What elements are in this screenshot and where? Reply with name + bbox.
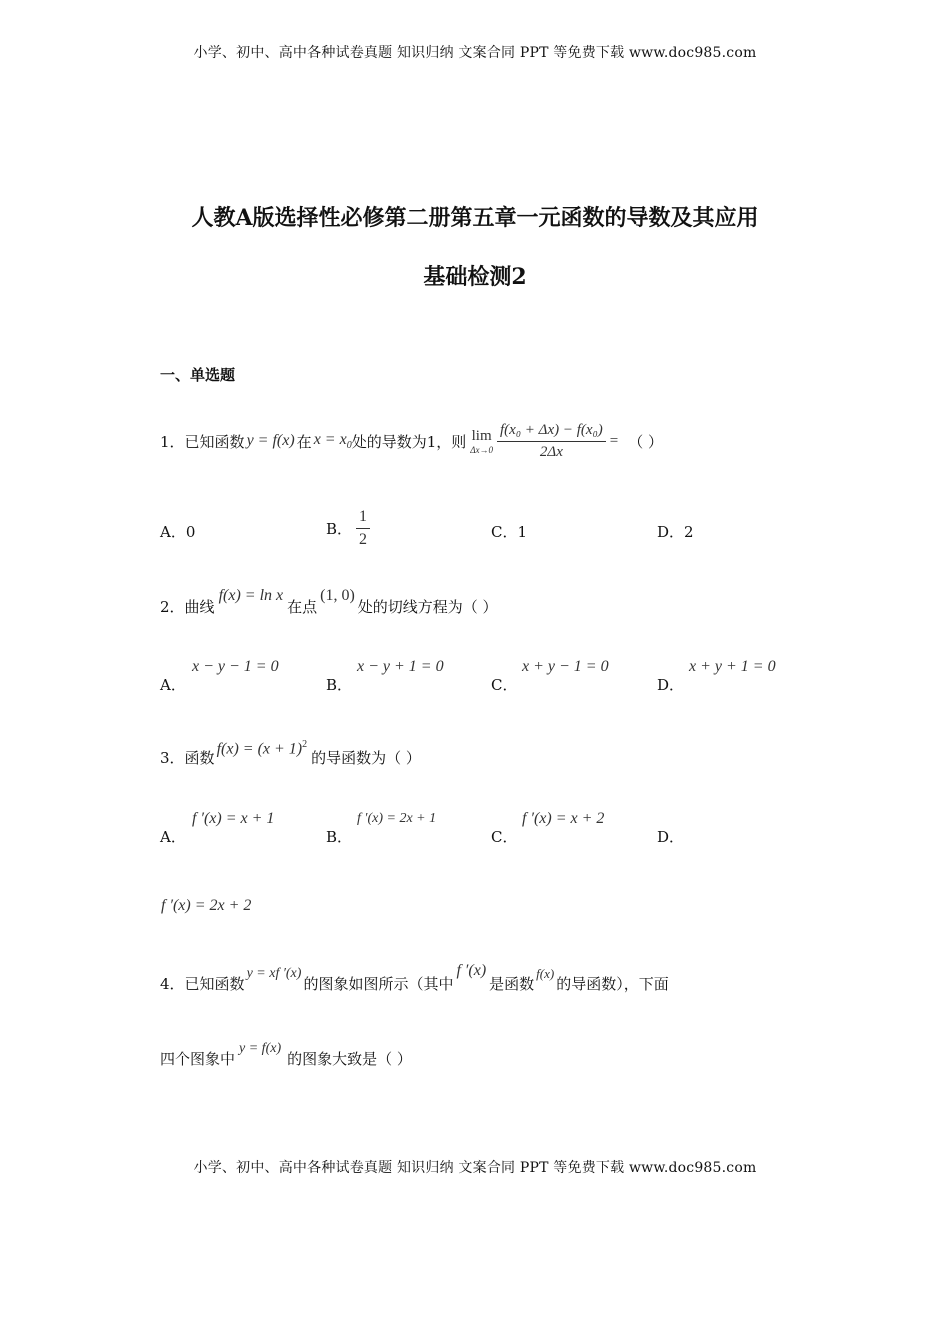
question-2 bbox=[160, 585, 498, 617]
q2-option-d-value: x + y + 1 = 0 bbox=[689, 658, 776, 675]
q1-math-point-base: x = x bbox=[313, 430, 347, 448]
q3-option-c-label: C． bbox=[491, 828, 518, 846]
q3-option-a-value: f ′(x) = x + 1 bbox=[192, 810, 275, 827]
q2-option-b-label: B． bbox=[326, 676, 353, 694]
q1-option-d-label: D． bbox=[657, 523, 685, 541]
q3-text-2: 的导函数为（ ） bbox=[311, 749, 421, 767]
q4-text-5: 四个图象中 bbox=[160, 1050, 236, 1068]
page-footer: 小学、初中、高中各种试卷真题 知识归纳 文案合同 PPT 等免费下载 www.doc985.com bbox=[193, 1160, 757, 1176]
q1-option-b-label: B． bbox=[326, 519, 353, 538]
q4-text-1: 已知函数 bbox=[184, 975, 245, 993]
q2-option-b-value: x − y + 1 = 0 bbox=[357, 658, 444, 675]
q1-limit bbox=[470, 428, 493, 455]
question-4-line-2 bbox=[160, 1037, 412, 1069]
q2-number: 2． bbox=[160, 598, 185, 616]
q3-option-d-label: D． bbox=[657, 828, 685, 846]
q1-answer-paren: （ ） bbox=[628, 432, 664, 451]
q4-math-fx: f(x) bbox=[536, 966, 555, 981]
q1-number: 1． bbox=[160, 432, 185, 451]
q3-option-a-label: A． bbox=[160, 828, 186, 846]
q1-option-a-label: A． bbox=[160, 523, 186, 541]
q4-math-function: y = xf ′(x) bbox=[246, 966, 302, 981]
q2-option-c-label: C． bbox=[491, 676, 518, 694]
q1-fraction-numerator: f(x₀ + Δx) − f(x₀) bbox=[497, 422, 606, 442]
doc-title-line1: 人教A版选择性必修第二册第五章一元函数的导数及其应用 bbox=[191, 205, 759, 231]
q1-option-a bbox=[160, 521, 195, 542]
q3-option-d-value: f ′(x) = 2x + 2 bbox=[161, 897, 252, 914]
q1-fraction bbox=[497, 422, 606, 461]
q1-option-c-value: 1 bbox=[517, 523, 528, 541]
q1-text-2: 在 bbox=[296, 432, 312, 451]
q3-option-b-value: f ′(x) = 2x + 1 bbox=[357, 811, 437, 826]
q3-option-c-value: f ′(x) = x + 2 bbox=[522, 810, 605, 827]
q1-option-b-denominator: 2 bbox=[359, 530, 368, 548]
q2-math-function: f(x) = ln x bbox=[218, 587, 284, 604]
question-3 bbox=[160, 736, 421, 768]
q1-fraction-denominator: 2Δx bbox=[539, 443, 563, 460]
q4-text-3: 是函数 bbox=[489, 975, 535, 993]
q1-option-b-numerator: 1 bbox=[356, 508, 370, 529]
q1-limit-sub: Δx→0 bbox=[470, 444, 494, 455]
section-heading: 一、单选题 bbox=[160, 366, 236, 384]
q1-option-d-value: 2 bbox=[684, 523, 694, 541]
doc-title-line2: 基础检测2 bbox=[423, 264, 527, 290]
q2-text-3: 处的切线方程为（ ） bbox=[357, 598, 498, 616]
q2-text-2: 在点 bbox=[287, 598, 318, 616]
q1-option-d bbox=[657, 521, 694, 542]
q1-math-point-sub: 0 bbox=[346, 440, 352, 452]
q3-math-base: f(x) = (x + 1) bbox=[216, 740, 303, 757]
q1-limit-word: lim bbox=[471, 427, 492, 444]
q3-number: 3． bbox=[160, 749, 185, 767]
q1-text-3: 处的导数为1，则 bbox=[351, 432, 467, 451]
page-header: 小学、初中、高中各种试卷真题 知识归纳 文案合同 PPT 等免费下载 www.doc985.com bbox=[193, 45, 757, 61]
q3-math-exponent: 2 bbox=[302, 738, 308, 750]
q1-math-point bbox=[314, 431, 352, 451]
question-1 bbox=[160, 416, 663, 466]
q2-option-c-value: x + y − 1 = 0 bbox=[522, 658, 609, 675]
q3-option-b-label: B． bbox=[326, 828, 353, 846]
q1-option-b bbox=[326, 505, 374, 551]
q4-text-4: 的导函数），下面 bbox=[556, 975, 669, 993]
q1-option-c bbox=[491, 521, 527, 542]
q4-math-derivative: f ′(x) bbox=[456, 962, 487, 979]
q4-text-2: 的图象如图所示（其中 bbox=[303, 975, 454, 993]
q4-number: 4． bbox=[160, 975, 185, 993]
q1-text-1: 已知函数 bbox=[184, 432, 245, 451]
question-4-line-1 bbox=[160, 962, 669, 994]
q4-text-6: 的图象大致是（ ） bbox=[287, 1050, 412, 1068]
q2-option-a-value: x − y − 1 = 0 bbox=[192, 658, 279, 675]
q1-option-c-label: C． bbox=[491, 523, 518, 541]
q3-math-function bbox=[217, 739, 308, 758]
q2-text-1: 曲线 bbox=[184, 598, 215, 616]
q1-option-b-fraction bbox=[356, 508, 370, 549]
q1-math-function: y = f(x) bbox=[246, 432, 295, 449]
q2-option-d-label: D． bbox=[657, 676, 685, 694]
q2-option-a-label: A． bbox=[160, 676, 186, 694]
q3-text-1: 函数 bbox=[184, 749, 215, 767]
q4-math-y-fx: y = f(x) bbox=[239, 1041, 282, 1056]
q1-option-a-value: 0 bbox=[185, 523, 196, 541]
q1-equals: = bbox=[609, 432, 619, 449]
q2-math-point: (1, 0) bbox=[320, 587, 355, 604]
